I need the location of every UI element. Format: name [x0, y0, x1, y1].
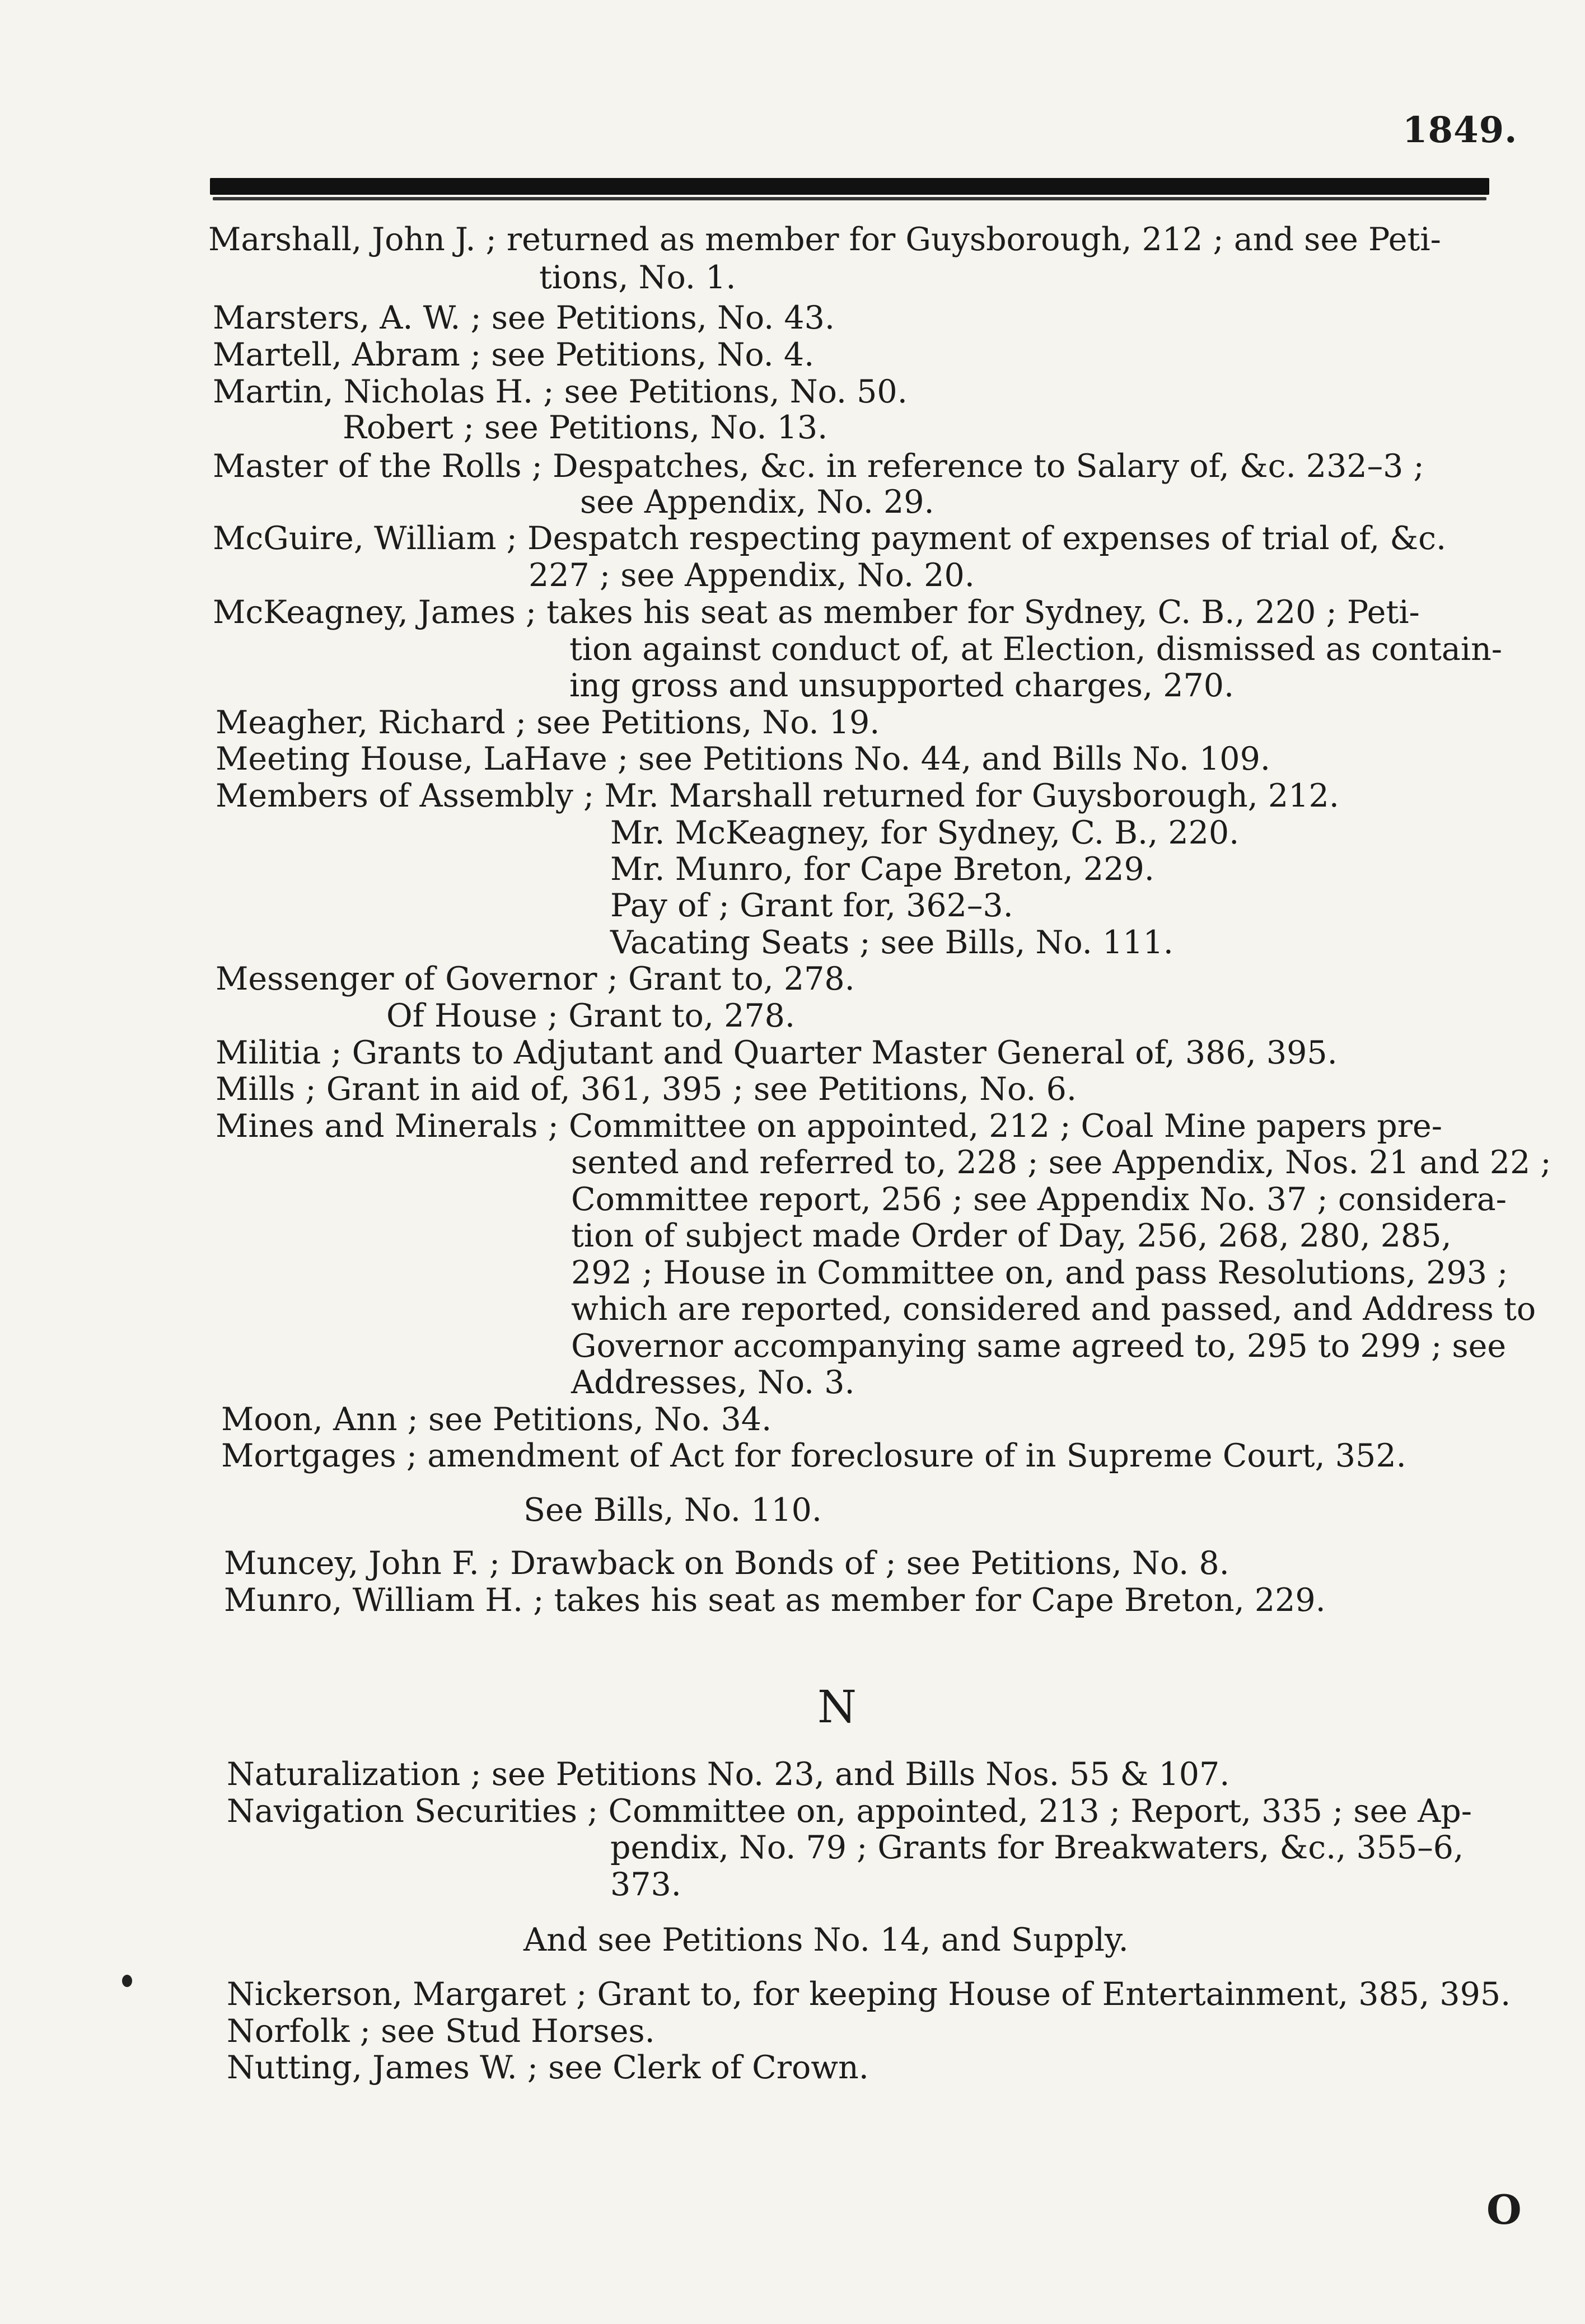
index-line: Marshall, John J. ; returned as member for Guysborough, 212 ; and see Peti-: [208, 221, 1441, 258]
page-year: 1849.: [1402, 109, 1518, 151]
index-line: Committee report, 256 ; see Appendix No. 37 ; considera-: [571, 1181, 1507, 1218]
index-line: McGuire, William ; Despatch respecting payment of expenses of trial of, &c.: [213, 520, 1447, 557]
index-line: See Bills, No. 110.: [523, 1492, 822, 1529]
index-line: Naturalization ; see Petitions No. 23, and Bills Nos. 55 & 107.: [227, 1756, 1230, 1793]
index-line: tions, No. 1.: [539, 259, 736, 296]
index-line: Addresses, No. 3.: [571, 1364, 855, 1401]
index-line: Mills ; Grant in aid of, 361, 395 ; see Petitions, No. 6.: [216, 1071, 1077, 1108]
index-line: Navigation Securities ; Committee on, appointed, 213 ; Report, 335 ; see Ap-: [227, 1793, 1472, 1830]
index-line: 227 ; see Appendix, No. 20.: [529, 557, 975, 594]
index-line: Members of Assembly ; Mr. Marshall returned for Guysborough, 212.: [216, 777, 1339, 814]
index-line: Mr. Munro, for Cape Breton, 229.: [610, 851, 1154, 888]
index-line: Marsters, A. W. ; see Petitions, No. 43.: [213, 299, 835, 336]
index-line: Martin, Nicholas H. ; see Petitions, No. 50.: [213, 373, 908, 410]
index-line: And see Petitions No. 14, and Supply.: [523, 1922, 1129, 1958]
index-line: Norfolk ; see Stud Horses.: [227, 2013, 655, 2050]
section-letter: N: [817, 1681, 857, 1733]
index-line: Meeting House, LaHave ; see Petitions No. 44, and Bills No. 109.: [216, 741, 1270, 777]
index-line: Governor accompanying same agreed to, 295 to 299 ; see: [571, 1328, 1507, 1365]
index-line: Nickerson, Margaret ; Grant to, for keeping House of Entertainment, 385, 395.: [227, 1976, 1511, 2013]
index-line: Mr. McKeagney, for Sydney, C. B., 220.: [610, 814, 1240, 851]
index-line: ing gross and unsupported charges, 270.: [569, 667, 1235, 704]
index-line: Robert ; see Petitions, No. 13.: [343, 409, 828, 446]
index-line: tion against conduct of, at Election, dismissed as contain-: [569, 631, 1503, 668]
index-line: 373.: [610, 1866, 681, 1903]
index-line: Muncey, John F. ; Drawback on Bonds of ; see Petitions, No. 8.: [224, 1545, 1229, 1582]
signature-mark: O: [1486, 2186, 1522, 2233]
index-line: McKeagney, James ; takes his seat as member for Sydney, C. B., 220 ; Peti-: [213, 594, 1420, 631]
ink-dot: [122, 1975, 132, 1987]
index-line: Vacating Seats ; see Bills, No. 111.: [610, 924, 1173, 961]
index-line: Martell, Abram ; see Petitions, No. 4.: [213, 336, 815, 373]
index-line: which are reported, considered and passed, and Address to: [571, 1291, 1536, 1328]
index-line: Moon, Ann ; see Petitions, No. 34.: [221, 1401, 772, 1438]
header-rule-thin: [213, 197, 1486, 200]
index-line: Messenger of Governor ; Grant to, 278.: [216, 960, 855, 997]
index-line: Nutting, James W. ; see Clerk of Crown.: [227, 2049, 869, 2086]
index-line: sented and referred to, 228 ; see Appendix, Nos. 21 and 22 ;: [571, 1144, 1551, 1181]
index-line: Munro, William H. ; takes his seat as member for Cape Breton, 229.: [224, 1582, 1326, 1619]
index-line: Meagher, Richard ; see Petitions, No. 19.: [216, 704, 880, 741]
index-line: Mines and Minerals ; Committee on appointed, 212 ; Coal Mine papers pre-: [216, 1108, 1442, 1145]
index-line: Militia ; Grants to Adjutant and Quarter Master General of, 386, 395.: [216, 1034, 1338, 1071]
header-rule: [210, 178, 1489, 195]
index-line: Mortgages ; amendment of Act for foreclosure of in Supreme Court, 352.: [221, 1437, 1406, 1474]
index-line: Master of the Rolls ; Despatches, &c. in reference to Salary of, &c. 232–3 ;: [213, 448, 1424, 485]
index-line: tion of subject made Order of Day, 256, 268, 280, 285,: [571, 1217, 1452, 1254]
index-line: see Appendix, No. 29.: [580, 484, 934, 521]
index-line: pendix, No. 79 ; Grants for Breakwaters, &c., 355–6,: [610, 1829, 1464, 1866]
index-line: 292 ; House in Committee on, and pass Resolutions, 293 ;: [571, 1254, 1508, 1291]
index-line: Pay of ; Grant for, 362–3.: [610, 887, 1013, 924]
index-line: Of House ; Grant to, 278.: [386, 997, 795, 1034]
